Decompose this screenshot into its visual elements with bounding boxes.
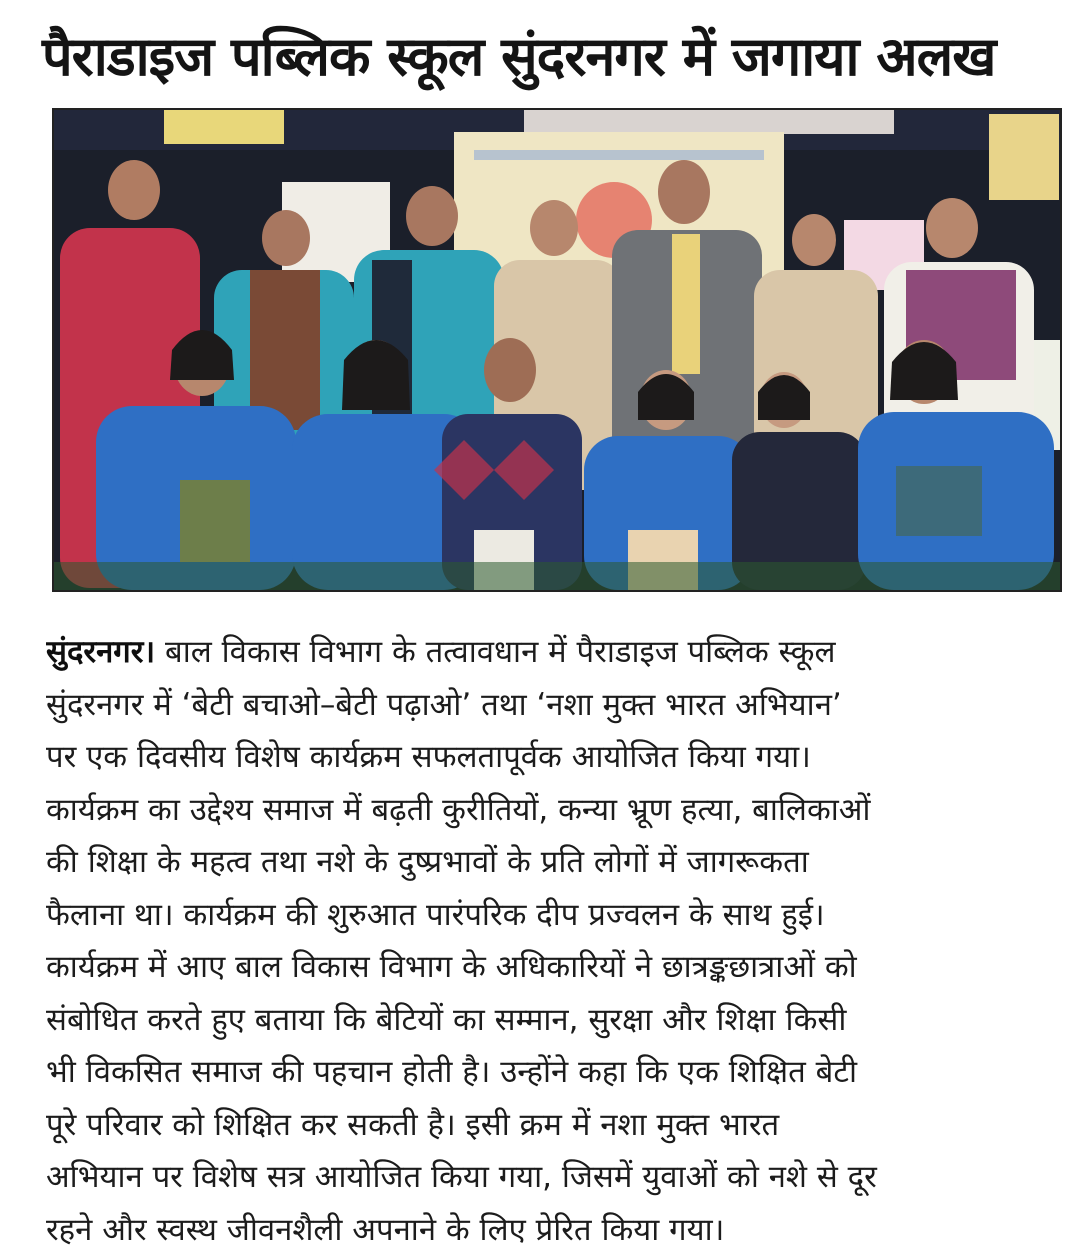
article-line: पर एक दिवसीय विशेष कार्यक्रम सफलतापूर्वक आयोजित किया गया। xyxy=(46,731,1056,784)
dateline: सुंदरनगर। xyxy=(46,634,155,670)
article-line: संबोधित करते हुए बताया कि बेटियों का सम्मान, सुरक्षा और शिक्षा किसी xyxy=(46,994,1056,1047)
article-line xyxy=(46,626,1056,679)
article-line: पूरे परिवार को शिक्षित कर सकती है। इसी क्रम में नशा मुक्त भारत xyxy=(46,1099,1056,1152)
article-body xyxy=(46,626,1056,1256)
article-line: भी विकसित समाज की पहचान होती है। उन्होंने कहा कि एक शिक्षित बेटी xyxy=(46,1046,1056,1099)
article-line: फैलाना था। कार्यक्रम की शुरुआत पारंपरिक दीप प्रज्वलन के साथ हुई। xyxy=(46,889,1056,942)
article-first-line: बाल विकास विभाग के तत्वावधान में पैराडाइज पब्लिक स्कूल xyxy=(155,634,835,670)
article-line: रहने और स्वस्थ जीवनशैली अपनाने के लिए प्रेरित किया गया। xyxy=(46,1204,1056,1256)
article-line: सुंदरनगर में ‘बेटी बचाओ–बेटी पढ़ाओ’ तथा ‘नशा मुक्त भारत अभियान’ xyxy=(46,679,1056,732)
news-photo xyxy=(52,108,1062,592)
group-photo-icon xyxy=(54,110,1060,590)
article-line: कार्यक्रम का उद्देश्य समाज में बढ़ती कुरीतियों, कन्या भ्रूण हत्या, बालिकाओं xyxy=(46,784,1056,837)
article-line: की शिक्षा के महत्व तथा नशे के दुष्प्रभावों के प्रति लोगों में जागरूकता xyxy=(46,836,1056,889)
article-line: कार्यक्रम में आए बाल विकास विभाग के अधिकारियों ने छात्रङ्कछात्राओं को xyxy=(46,941,1056,994)
headline: पैराडाइज पब्लिक स्कूल सुंदरनगर में जगाया अलख xyxy=(42,22,1052,92)
article-line: अभियान पर विशेष सत्र आयोजित किया गया, जिसमें युवाओं को नशे से दूर xyxy=(46,1151,1056,1204)
